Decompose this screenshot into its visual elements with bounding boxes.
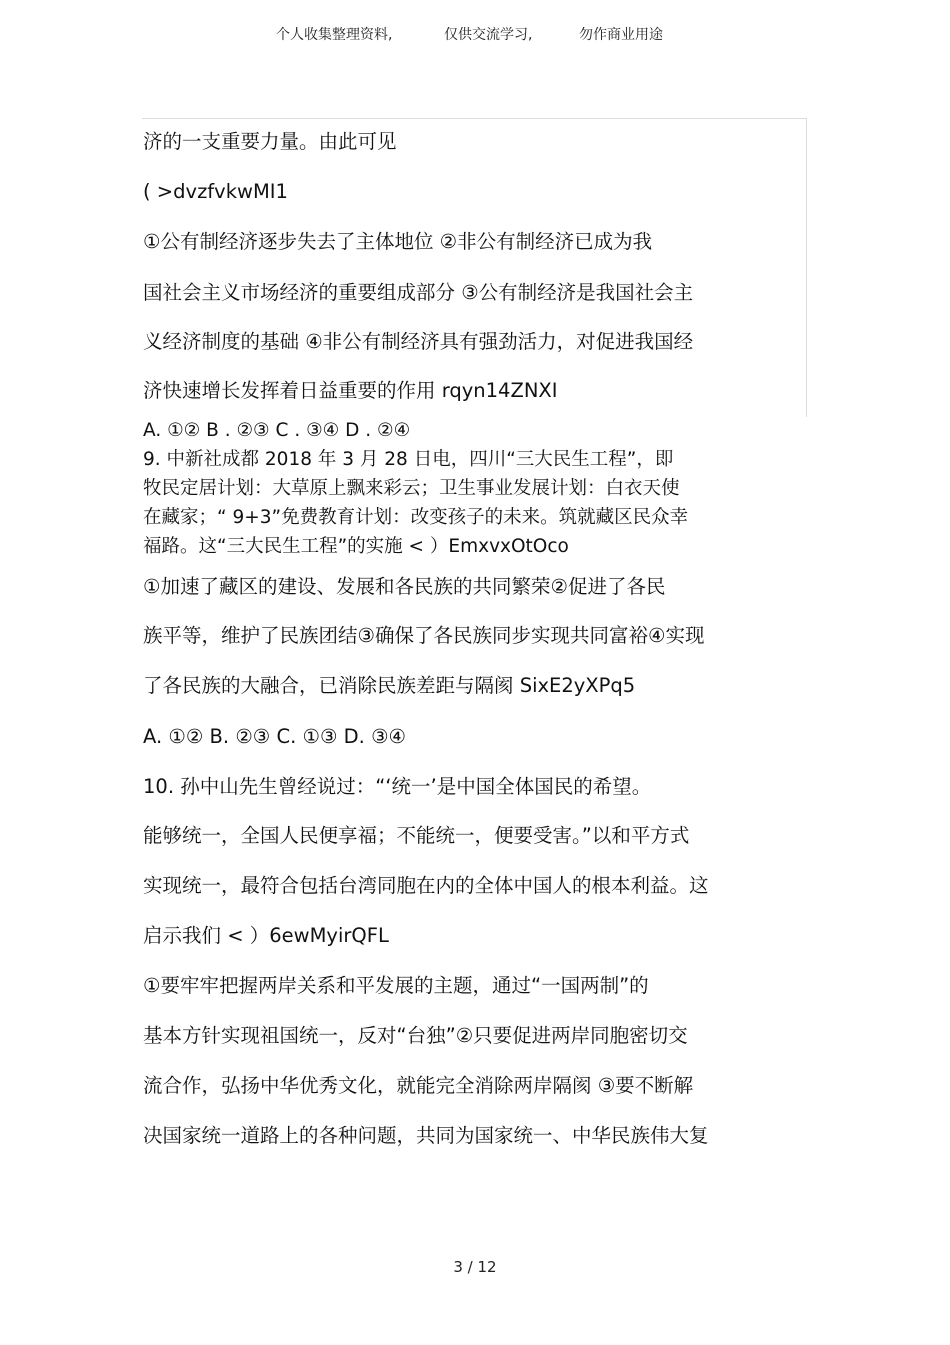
- text-line: ①公有制经济逐步失去了主体地位 ②非公有制经济已成为我: [143, 230, 653, 253]
- text-line: 流合作，弘扬中华优秀文化，就能完全消除两岸隔阂 ③要不断解: [143, 1074, 694, 1097]
- text-line: 实现统一，最符合包括台湾同胞在内的全体中国人的根本利益。这: [143, 874, 709, 897]
- text-line: 济的一支重要力量。由此可见: [143, 130, 397, 153]
- text-line: 能够统一，全国人民便享福；不能统一，便要受害。”以和平方式: [143, 824, 690, 847]
- text-line: 了各民族的大融合，已消除民族差距与隔阂 SixE2yXPq5: [143, 674, 636, 697]
- text-line: ①要牢牢把握两岸关系和平发展的主题，通过“一国两制”的: [143, 974, 649, 997]
- text-line: 族平等，维护了民族团结③确保了各民族同步实现共同富裕④实现: [143, 624, 705, 647]
- text-line: ①加速了藏区的建设、发展和各民族的共同繁荣②促进了各民: [143, 575, 666, 598]
- header-text-study: 仅供交流学习,: [444, 27, 533, 43]
- question-10: 10. 孙中山先生曾经说过：“‘统一’是中国全体国民的希望。: [143, 775, 652, 798]
- text-line: 决国家统一道路上的各种问题，共同为国家统一、中华民族伟大复: [143, 1124, 709, 1147]
- text-line: 在藏家；“ 9+3”免费教育计划：改变孩子的未来。筑就藏区民众幸: [143, 507, 689, 528]
- text-line: 义经济制度的基础 ④非公有制经济具有强劲活力，对促进我国经: [143, 330, 694, 353]
- text-line: 国社会主义市场经济的重要组成部分 ③公有制经济是我国社会主: [143, 281, 694, 304]
- text-line: 福路。这“三大民生工程”的实施 < ）EmxvxOtOco: [143, 536, 569, 557]
- text-line: 牧民定居计划：大草原上飘来彩云；卫生事业发展计划：白衣天使: [143, 478, 680, 499]
- question-9: 9. 中新社成都 2018 年 3 月 28 日电，四川“三大民生工程”，即: [143, 449, 674, 470]
- text-line: 济快速增长发挥着日益重要的作用 rqyn14ZNXI: [143, 379, 558, 402]
- header-text-personal: 个人收集整理资料,: [276, 27, 393, 43]
- page-number: 3 / 12: [453, 1258, 497, 1276]
- text-line: 基本方针实现祖国统一，反对“台独”②只要促进两岸同胞密切交: [143, 1024, 688, 1047]
- text-line: ( >dvzfvkwMI1: [143, 180, 288, 203]
- header-text-noncommercial: 勿作商业用途: [579, 27, 663, 43]
- text-line: 启示我们 < ）6ewMyirQFL: [143, 924, 389, 947]
- answer-options-q9: A. ①② B. ②③ C. ①③ D. ③④: [143, 725, 407, 748]
- text-frame-border: [142, 118, 807, 417]
- answer-options-q8: A. ①② B . ②③ C . ③④ D . ②④: [143, 420, 411, 441]
